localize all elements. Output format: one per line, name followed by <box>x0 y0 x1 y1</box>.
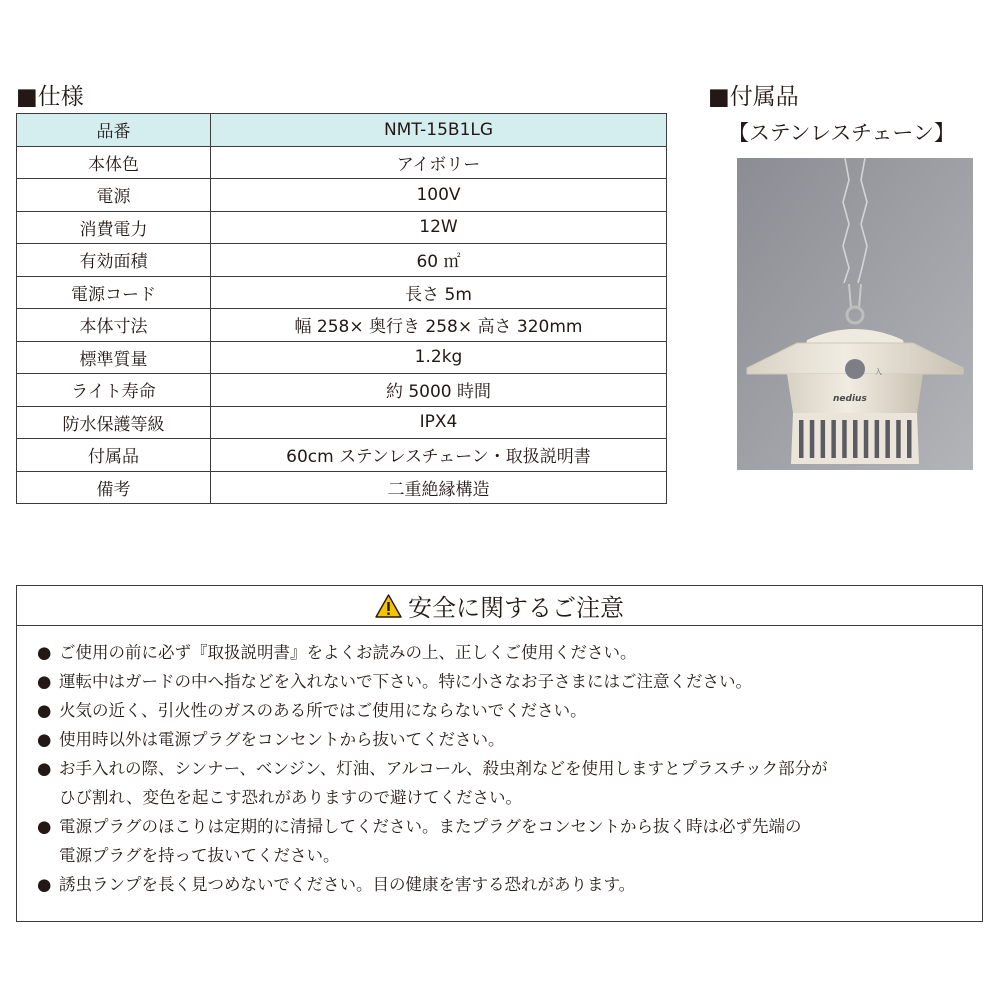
warning-icon <box>375 594 402 618</box>
guard-slot <box>842 420 847 458</box>
spec-table <box>16 113 667 504</box>
notice-item-text: 使用時以外は電源プラグをコンセントから抜いてください。 <box>59 730 505 749</box>
spec-label: 電源コード <box>17 276 211 309</box>
spec-label: 本体色 <box>17 146 211 179</box>
notice-item <box>37 667 982 696</box>
guard-slot <box>853 420 858 458</box>
product-photo <box>737 158 973 470</box>
svg-text:入: 入 <box>875 368 882 376</box>
notice-list <box>17 626 982 899</box>
spec-row <box>17 276 667 309</box>
guard-slot <box>907 420 912 458</box>
notice-title: 安全に関するご注意 <box>408 594 624 622</box>
guard-slot <box>896 420 901 458</box>
notice-item <box>37 638 982 667</box>
spec-label: 電源 <box>17 179 211 212</box>
accessories-heading: ■付属品 <box>708 84 799 110</box>
spec-value: 12W <box>211 211 667 244</box>
notice-title-bar <box>17 586 982 626</box>
spec-label: 標準質量 <box>17 341 211 374</box>
guard-slot <box>885 420 890 458</box>
notice-item-text: ご使用の前に必ず『取扱説明書』をよくお読みの上、正しくご使用ください。 <box>59 643 637 662</box>
spec-row <box>17 146 667 179</box>
bullet-icon: ● <box>37 672 52 691</box>
spec-label: 品番 <box>17 114 211 147</box>
spec-row <box>17 439 667 472</box>
spec-row <box>17 374 667 407</box>
spec-value: 約 5000 時間 <box>211 374 667 407</box>
spec-value: 長さ 5m <box>211 276 667 309</box>
spec-value: 60 ㎡ <box>211 244 667 277</box>
guard-slot <box>810 420 815 458</box>
spec-label: 付属品 <box>17 439 211 472</box>
spec-row <box>17 114 667 147</box>
spec-heading: ■仕様 <box>16 84 84 110</box>
spec-row <box>17 341 667 374</box>
spec-value: IPX4 <box>211 406 667 439</box>
spec-row <box>17 309 667 342</box>
notice-item-text: お手入れの際、シンナー、ベンジン、灯油、アルコール、殺虫剤などを使用しますとプラスチック部分が <box>59 759 828 778</box>
notice-item-text: 電源プラグを持って抜いてください。 <box>59 846 340 865</box>
bullet-icon: ● <box>37 701 52 720</box>
notice-item-text: 電源プラグのほこりは定期的に清掃してください。またプラグをコンセントから抜く時は必ず先端の <box>59 817 802 836</box>
bullet-icon: ● <box>37 730 52 749</box>
guard-slot <box>875 420 880 458</box>
spec-label: 備考 <box>17 471 211 504</box>
notice-item <box>37 754 982 812</box>
spec-value: 1.2kg <box>211 341 667 374</box>
notice-item <box>37 696 982 725</box>
spec-value: 60cm ステンレスチェーン・取扱説明書 <box>211 439 667 472</box>
spec-row <box>17 179 667 212</box>
spec-label: 防水保護等級 <box>17 406 211 439</box>
spec-row <box>17 406 667 439</box>
safety-notice <box>16 585 983 922</box>
guard-slot <box>864 420 869 458</box>
spec-label: ライト寿命 <box>17 374 211 407</box>
accessories-subheading: 【ステンレスチェーン】 <box>728 121 955 145</box>
spec-value: アイボリー <box>211 146 667 179</box>
guard-slot <box>831 420 836 458</box>
bullet-icon: ● <box>37 643 52 662</box>
bullet-icon: ● <box>37 817 52 836</box>
spec-value: 100V <box>211 179 667 212</box>
spec-row <box>17 211 667 244</box>
spec-value: 幅 258× 奥行き 258× 高さ 320mm <box>211 309 667 342</box>
notice-item-text: ひび割れ、変色を起こす恐れがありますので避けてください。 <box>59 788 522 807</box>
bullet-icon: ● <box>37 759 52 778</box>
spec-label: 有効面積 <box>17 244 211 277</box>
spec-value: 二重絶縁構造 <box>211 471 667 504</box>
brand-logo: nedius <box>833 394 867 404</box>
notice-item <box>37 870 982 899</box>
spec-row <box>17 244 667 277</box>
notice-item-text: 火気の近く、引火性のガスのある所ではご使用にならないでください。 <box>59 701 587 720</box>
spec-label: 本体寸法 <box>17 309 211 342</box>
notice-item-text: 誘虫ランプを長く見つめないでください。目の健康を害する恐れがあります。 <box>59 875 636 894</box>
notice-item <box>37 812 982 870</box>
guard-slot <box>821 420 826 458</box>
bullet-icon: ● <box>37 875 52 894</box>
spec-value: NMT-15B1LG <box>211 114 667 147</box>
spec-label: 消費電力 <box>17 211 211 244</box>
spec-row <box>17 471 667 504</box>
notice-item <box>37 725 982 754</box>
guard-slot <box>799 420 804 458</box>
notice-item-text: 運転中はガードの中へ指などを入れないで下さい。特に小さなお子さまにはご注意ください。 <box>59 672 752 691</box>
